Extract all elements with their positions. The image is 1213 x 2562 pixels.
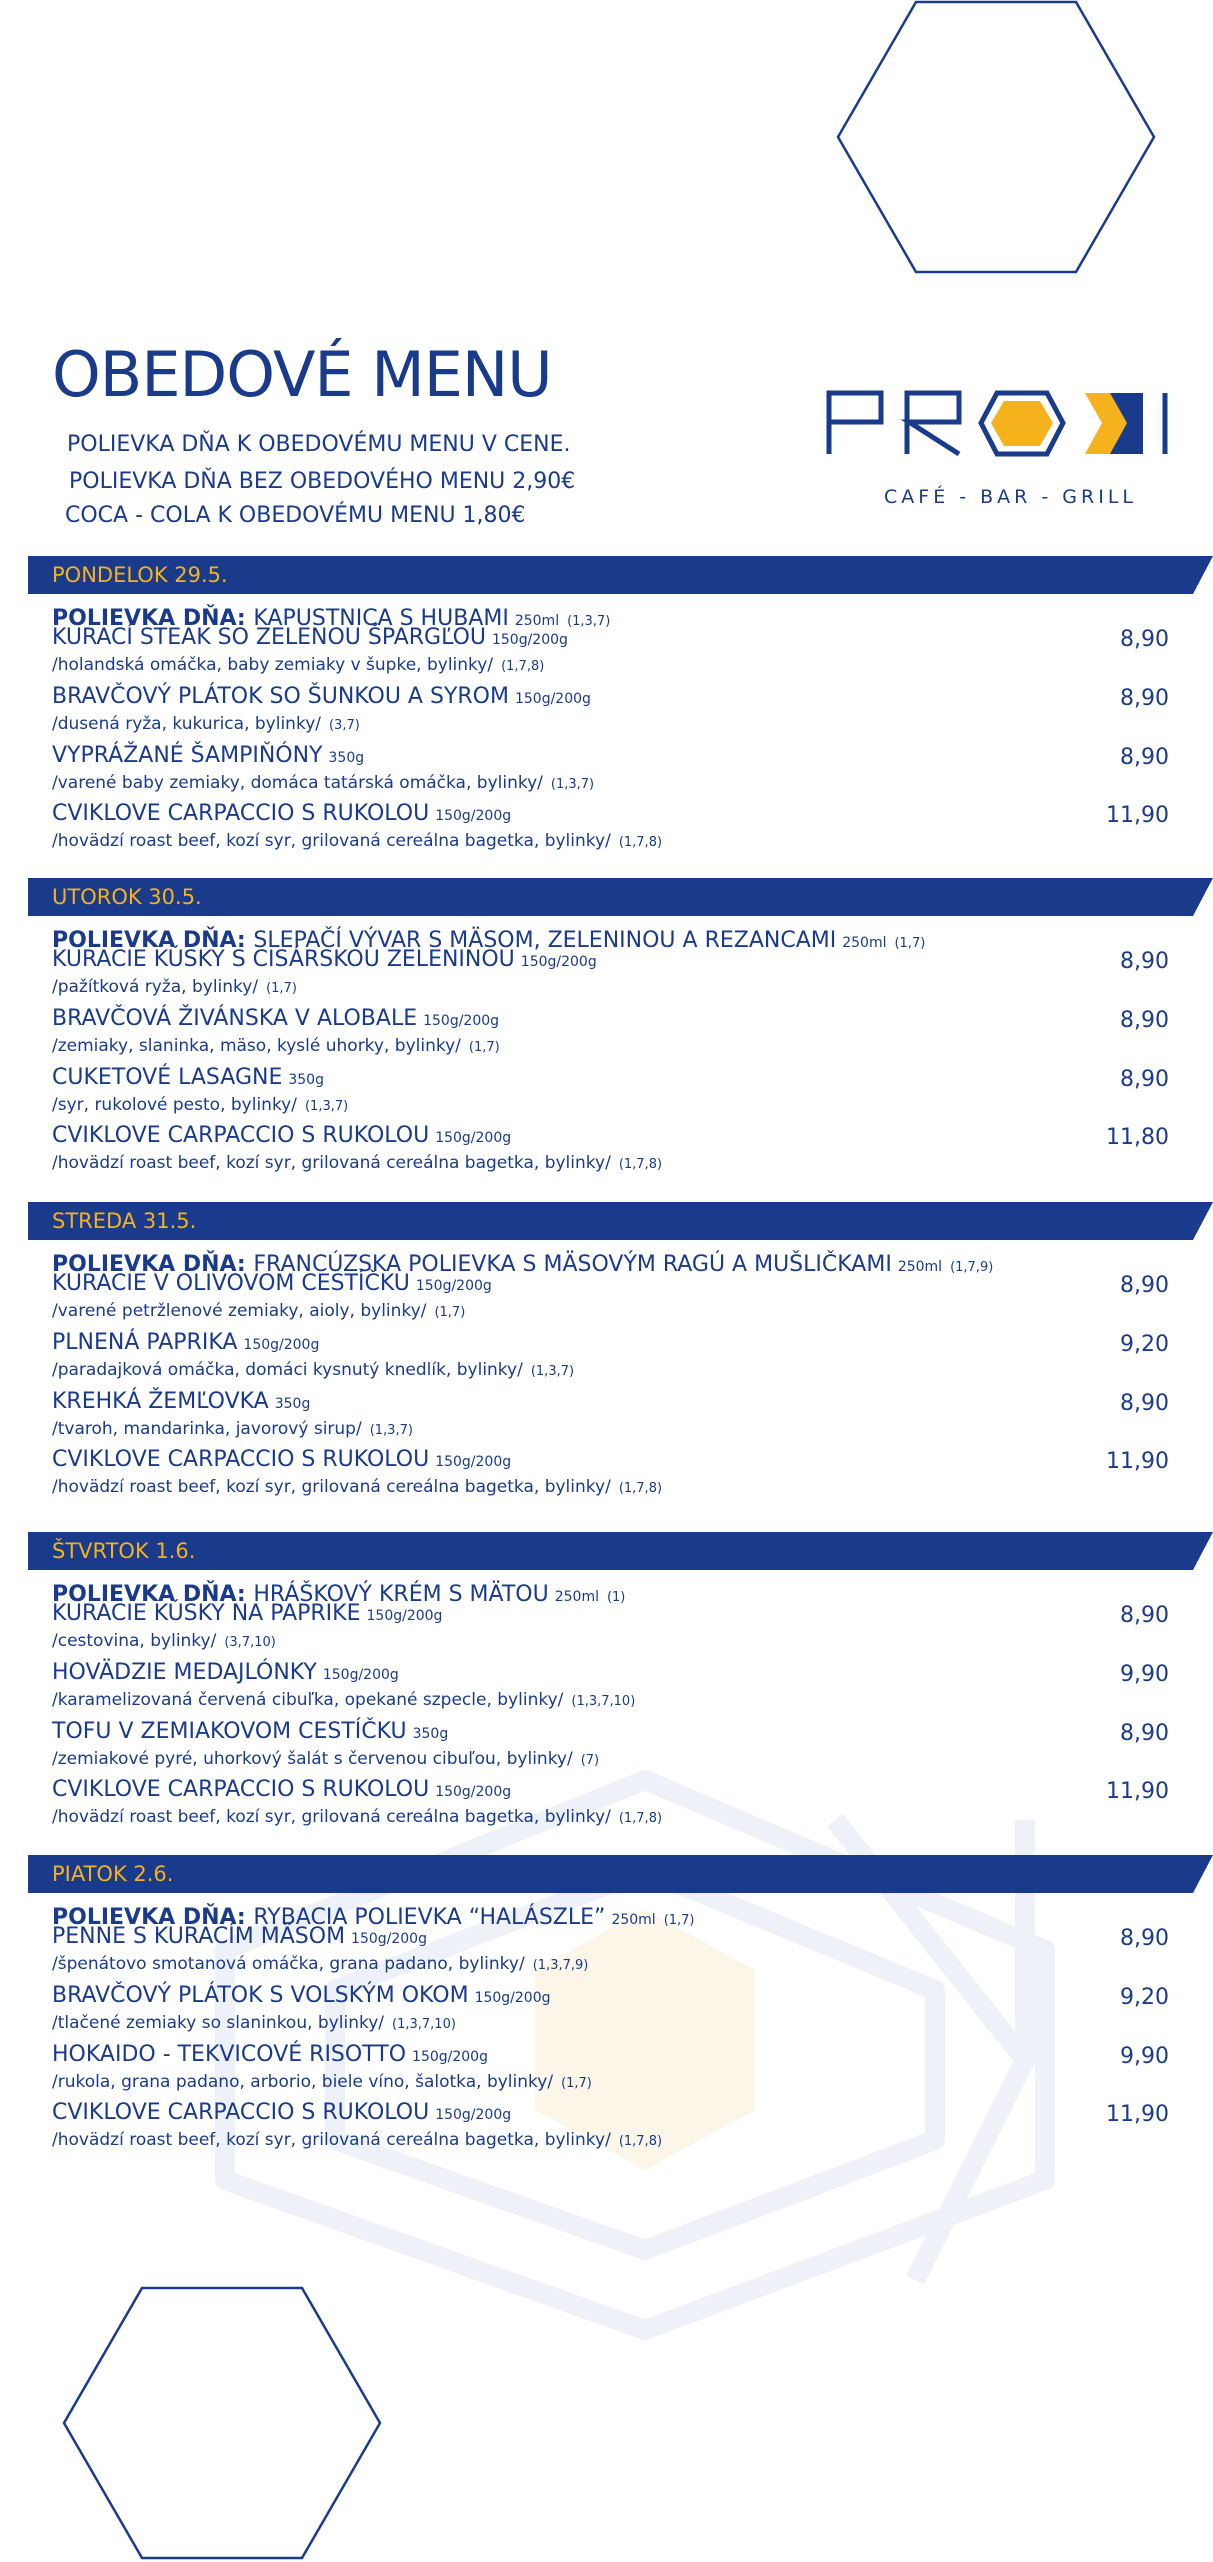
dish-sides: /syr, rukolové pesto, bylinky/ — [52, 1095, 297, 1115]
dish-allergens: (7) — [580, 1753, 600, 1768]
soup-label: POLIEVKA DŇA: — [52, 1252, 254, 1277]
dish-name: KURACIE KÚSKY S CISÁRSKOU ZELENINOU — [52, 947, 515, 972]
dish-price: 8,90 — [1120, 1067, 1169, 1092]
dish-sides: /paradajková omáčka, domáci kysnutý knedlík, bylinky/ — [52, 1360, 523, 1380]
dish-portion: 150g/200g — [322, 1667, 399, 1683]
intro-line-soup-included: POLIEVKA DŇA K OBEDOVÉMU MENU V CENE. — [67, 432, 571, 457]
dish-name-row — [52, 2100, 511, 2125]
dish-portion: 150g/200g — [423, 1013, 500, 1029]
soup-name: SLEPAČÍ VÝVAR S MÄSOM, ZELENINOU A REZANCAMI — [253, 928, 837, 953]
soup-label: POLIEVKA DŇA: — [52, 1905, 254, 1930]
dish-side-description — [52, 655, 544, 675]
dish-allergens: (1,7) — [266, 981, 297, 996]
dish-sides: /hovädzí roast beef, kozí syr, grilovaná cereálna bagetka, bylinky/ — [52, 1477, 611, 1497]
soup-name: RYBACIA POLIEVKA “HALÁSZLE” — [253, 1905, 606, 1930]
dish-portion: 150g/200g — [435, 1454, 512, 1470]
day-header-bar — [28, 1532, 1213, 1570]
dish-price: 8,90 — [1120, 1926, 1169, 1951]
dish-name: KURACIE KÚSKY NA PAPRIKE — [52, 1601, 361, 1626]
dish-name-row — [52, 2042, 488, 2067]
dish-allergens: (1,7) — [434, 1305, 466, 1320]
dish-sides: /špenátovo smotanová omáčka, grana padano, bylinky/ — [52, 1954, 525, 1974]
dish-price: 8,90 — [1120, 686, 1169, 711]
dish-side-description — [52, 1477, 662, 1497]
dish-side-description — [52, 1036, 500, 1056]
day-label: PONDELOK 29.5. — [52, 563, 228, 587]
dish-side-description — [52, 1954, 588, 1974]
dish-sides: /zemiaky, slaninka, mäso, kyslé uhorky, bylinky/ — [52, 1036, 461, 1056]
dish-allergens: (1,3,7,10) — [571, 1694, 636, 1709]
dish-price: 11,90 — [1106, 2102, 1169, 2127]
soup-label: POLIEVKA DŇA: — [52, 606, 254, 631]
dish-sides: /hovädzí roast beef, kozí syr, grilovaná cereálna bagetka, bylinky/ — [52, 831, 611, 851]
dish-price: 11,80 — [1106, 1125, 1169, 1150]
dish-name-row — [52, 1123, 511, 1148]
dish-allergens: (1,7,8) — [618, 1481, 663, 1496]
soup-name: KAPUSTNICA S HUBAMI — [253, 606, 509, 631]
dish-name: CUKETOVÉ LASAGNE — [52, 1065, 283, 1090]
day-header-band — [28, 878, 1213, 916]
dish-price: 8,90 — [1120, 627, 1169, 652]
day-label: PIATOK 2.6. — [52, 1862, 174, 1886]
hexagon-outline-bottom — [62, 2286, 382, 2562]
dish-side-description — [52, 1153, 662, 1173]
dish-name: CVIKLOVE CARPACCIO S RUKOLOU — [52, 1777, 430, 1802]
dish-allergens: (1,3,7,9) — [532, 1958, 589, 1973]
soup-allergens: (1) — [606, 1590, 626, 1605]
dish-allergens: (1,3,7) — [304, 1099, 349, 1114]
dish-portion: 150g/200g — [491, 632, 568, 648]
soup-portion: 250ml — [554, 1589, 599, 1605]
dish-allergens: (1,7) — [468, 1040, 500, 1055]
dish-sides: /hovädzí roast beef, kozí syr, grilovaná cereálna bagetka, bylinky/ — [52, 1153, 611, 1173]
dish-name: BRAVČOVÝ PLÁTOK S VOLSKÝM OKOM — [52, 1983, 469, 2008]
dish-name-row — [52, 1065, 324, 1090]
day-label: ŠTVRTOK 1.6. — [52, 1539, 196, 1563]
dish-sides: /varené petržlenové zemiaky, aioly, bylinky/ — [52, 1301, 427, 1321]
dish-name-row — [52, 1601, 442, 1626]
dish-allergens: (1,7,8) — [618, 2134, 663, 2149]
dish-name: VYPRÁŽANÉ ŠAMPIŇÓNY — [52, 743, 323, 768]
dish-portion: 150g/200g — [366, 1608, 443, 1624]
dish-side-description — [52, 1807, 662, 1827]
day-header-bar — [28, 878, 1213, 916]
soup-allergens: (1,7,9) — [950, 1260, 994, 1275]
dish-allergens: (1,7) — [561, 2076, 592, 2091]
dish-side-description — [52, 977, 297, 997]
dish-price: 11,90 — [1106, 803, 1169, 828]
dish-sides: /hovädzí roast beef, kozí syr, grilovaná cereálna bagetka, bylinky/ — [52, 1807, 611, 1827]
dish-portion: 150g/200g — [412, 2049, 488, 2065]
dish-side-description — [52, 1301, 465, 1321]
dish-sides: /dusená ryža, kukurica, bylinky/ — [52, 714, 321, 734]
dish-name-row — [52, 801, 511, 826]
day-label: UTOROK 30.5. — [52, 885, 202, 909]
dish-price: 8,90 — [1120, 745, 1169, 770]
dish-price: 9,90 — [1120, 2044, 1169, 2069]
soup-portion: 250ml — [897, 1259, 943, 1275]
dish-name-row — [52, 1389, 310, 1414]
dish-name: PENNE S KURACÍM MÄSOM — [52, 1924, 346, 1949]
dish-name: PLNENÁ PAPRIKA — [52, 1330, 238, 1355]
dish-name: KURACÍ STEAK SO ZELENOU ŠPARGĽOU — [52, 625, 486, 650]
dish-price: 8,90 — [1120, 949, 1169, 974]
dish-portion: 350g — [288, 1072, 324, 1088]
dish-side-description — [52, 714, 360, 734]
dish-sides: /karamelizovaná červená cibuľka, opekané szpecle, bylinky/ — [52, 1690, 564, 1710]
dish-name-row — [52, 625, 568, 650]
dish-allergens: (3,7,10) — [224, 1635, 276, 1650]
dish-side-description — [52, 1360, 574, 1380]
dish-name: CVIKLOVE CARPACCIO S RUKOLOU — [52, 801, 430, 826]
soup-portion: 250ml — [842, 935, 887, 951]
dish-price: 9,20 — [1120, 1332, 1169, 1357]
dish-side-description — [52, 2072, 592, 2092]
dish-side-description — [52, 773, 594, 793]
soup-portion: 250ml — [611, 1912, 656, 1928]
dish-allergens: (1,7,8) — [618, 1811, 663, 1826]
dish-name: KREHKÁ ŽEMĽOVKA — [52, 1389, 269, 1414]
soup-allergens: (1,7) — [663, 1913, 695, 1928]
dish-name: CVIKLOVE CARPACCIO S RUKOLOU — [52, 1123, 430, 1148]
day-header-bar — [28, 1855, 1213, 1893]
dish-portion: 150g/200g — [474, 1990, 551, 2006]
dish-name-row — [52, 684, 591, 709]
dish-allergens: (1,3,7,10) — [392, 2017, 456, 2032]
dish-allergens: (1,7,8) — [501, 659, 545, 674]
dish-name: TOFU V ZEMIAKOVOM CESTÍČKU — [52, 1719, 407, 1744]
dish-portion: 150g/200g — [435, 808, 512, 824]
intro-line-coca-cola-price: COCA - COLA K OBEDOVÉMU MENU 1,80€ — [65, 503, 526, 528]
dish-sides: /pažítková ryža, bylinky/ — [52, 977, 259, 997]
dish-allergens: (1,7,8) — [618, 835, 663, 850]
soup-name: FRANCÚZSKA POLIEVKA S MÄSOVÝM RAGÚ A MUŠLIČKAMI — [253, 1252, 892, 1277]
dish-allergens: (1,3,7) — [369, 1423, 413, 1438]
dish-name-row — [52, 1447, 511, 1472]
dish-name: CVIKLOVE CARPACCIO S RUKOLOU — [52, 2100, 430, 2125]
dish-portion: 150g/200g — [435, 1784, 512, 1800]
dish-portion: 150g/200g — [435, 2107, 512, 2123]
dish-sides: /tvaroh, mandarinka, javorový sirup/ — [52, 1419, 362, 1439]
logo-tagline: CAFÉ - BAR - GRILL — [884, 486, 1138, 508]
dish-side-description — [52, 1690, 635, 1710]
dish-sides: /zemiakové pyré, uhorkový šalát s červenou cibuľou, bylinky/ — [52, 1749, 573, 1769]
dish-portion: 150g/200g — [243, 1337, 320, 1353]
dish-allergens: (1,7,8) — [618, 1157, 663, 1172]
dish-price: 8,90 — [1120, 1008, 1169, 1033]
soup-label: POLIEVKA DŇA: — [52, 1582, 254, 1607]
soup-name: HRÁŠKOVÝ KRÉM S MÄTOU — [253, 1582, 549, 1607]
dish-portion: 150g/200g — [520, 954, 597, 970]
dish-name-row — [52, 743, 364, 768]
hexagon-outline-top — [836, 0, 1156, 276]
proxi-logo — [825, 388, 1175, 458]
dish-side-description — [52, 2013, 456, 2033]
day-header-band — [28, 1202, 1213, 1240]
dish-side-description — [52, 1631, 276, 1651]
dish-name-row — [52, 1924, 427, 1949]
dish-allergens: (1,3,7) — [530, 1364, 575, 1379]
soup-allergens: (1,3,7) — [567, 614, 611, 629]
dish-portion: 150g/200g — [514, 691, 591, 707]
page-title: OBEDOVÉ MENU — [52, 338, 552, 411]
dish-side-description — [52, 1749, 599, 1769]
dish-portion: 150g/200g — [351, 1931, 427, 1947]
dish-name-row — [52, 1330, 319, 1355]
day-header-bar — [28, 1202, 1213, 1240]
dish-price: 8,90 — [1120, 1391, 1169, 1416]
soup-portion: 250ml — [514, 613, 560, 629]
dish-price: 9,90 — [1120, 1662, 1169, 1687]
dish-price: 8,90 — [1120, 1273, 1169, 1298]
dish-side-description — [52, 831, 662, 851]
dish-name: HOVÄDZIE MEDAJLÓNKY — [52, 1660, 317, 1685]
dish-name: BRAVČOVÁ ŽIVÁNSKA V ALOBALE — [52, 1006, 418, 1031]
dish-name-row — [52, 1271, 492, 1296]
soup-allergens: (1,7) — [894, 936, 926, 951]
dish-sides: /varené baby zemiaky, domáca tatárská omáčka, bylinky/ — [52, 773, 543, 793]
day-header-band — [28, 1855, 1213, 1893]
dish-price: 8,90 — [1120, 1721, 1169, 1746]
dish-sides: /cestovina, bylinky/ — [52, 1631, 217, 1651]
dish-sides: /rukola, grana padano, arborio, biele víno, šalotka, bylinky/ — [52, 2072, 554, 2092]
dish-name-row — [52, 1983, 551, 2008]
dish-name-row — [52, 1660, 399, 1685]
dish-side-description — [52, 1419, 413, 1439]
intro-line-soup-price: POLIEVKA DŇA BEZ OBEDOVÉHO MENU 2,90€ — [69, 469, 576, 494]
dish-allergens: (3,7) — [328, 718, 360, 733]
dish-allergens: (1,3,7) — [550, 777, 595, 792]
dish-name: CVIKLOVE CARPACCIO S RUKOLOU — [52, 1447, 430, 1472]
dish-price: 11,90 — [1106, 1779, 1169, 1804]
day-label: STREDA 31.5. — [52, 1209, 197, 1233]
day-header-band — [28, 1532, 1213, 1570]
dish-name-row — [52, 1006, 499, 1031]
dish-portion: 350g — [412, 1726, 449, 1742]
dish-name-row — [52, 947, 597, 972]
dish-portion: 350g — [328, 750, 365, 766]
dish-side-description — [52, 1095, 348, 1115]
dish-price: 9,20 — [1120, 1985, 1169, 2010]
dish-price: 8,90 — [1120, 1603, 1169, 1628]
dish-price: 11,90 — [1106, 1449, 1169, 1474]
dish-side-description — [52, 2130, 662, 2150]
dish-sides: /tlačené zemiaky so slaninkou, bylinky/ — [52, 2013, 385, 2033]
soup-label: POLIEVKA DŇA: — [52, 928, 254, 953]
dish-portion: 350g — [274, 1396, 311, 1412]
dish-sides: /hovädzí roast beef, kozí syr, grilovaná cereálna bagetka, bylinky/ — [52, 2130, 611, 2150]
day-header-bar — [28, 556, 1213, 594]
dish-name: KURACIE V OLIVOVOM CESTÍČKU — [52, 1271, 410, 1296]
dish-portion: 150g/200g — [415, 1278, 492, 1294]
dish-name: HOKAIDO - TEKVICOVÉ RISOTTO — [52, 2042, 407, 2067]
dish-sides: /holandská omáčka, baby zemiaky v šupke, bylinky/ — [52, 655, 494, 675]
dish-name-row — [52, 1719, 448, 1744]
dish-name: BRAVČOVÝ PLÁTOK SO ŠUNKOU A SYROM — [52, 684, 509, 709]
dish-portion: 150g/200g — [435, 1130, 512, 1146]
dish-name-row — [52, 1777, 511, 1802]
